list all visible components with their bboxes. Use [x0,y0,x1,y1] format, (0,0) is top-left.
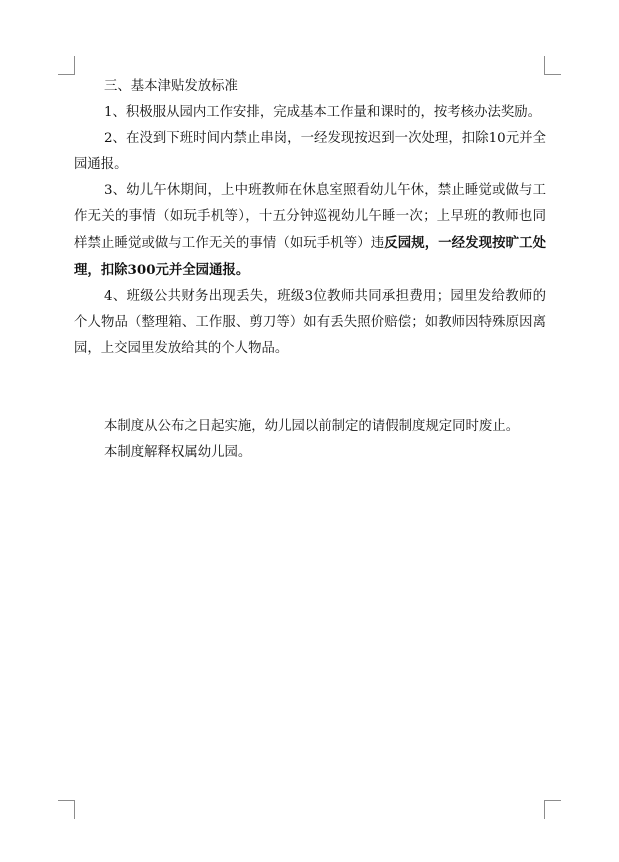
item-3 [74,178,546,284]
document-body [74,74,546,466]
section-heading: 三、基本津贴发放标准 [104,79,238,94]
closing-line-2: 本制度解释权属幼儿园。 [104,445,252,460]
crop-mark-top-left [58,56,75,75]
crop-mark-bottom-right [544,800,561,819]
item-4: 4、班级公共财务出现丢失，班级3位教师共同承担费用；园里发给教师的个人物品（整理箱、工作服、剪刀等）如有丢失照价赔偿；如教师因特殊原因离园，上交园里发放给其的个人物品。 [74,289,546,356]
item-3-bold-text: 反园规，一经发现按旷工处理，扣除300元并全园通报。 [74,235,546,278]
blank-space [74,362,546,414]
crop-mark-top-right [544,56,561,75]
item-3-text: 3、幼儿午休期间，上中班教师在休息室照看幼儿午休，禁止睡觉或做与工作无关的事情（如玩手机等），十五分钟巡视幼儿午睡一次；上早班的教师也同样禁止睡觉或做与工作无关的事情（如玩手机等）违 [74,183,546,251]
closing-line-1: 本制度从公布之日起实施，幼儿园以前制定的请假制度规定同时废止。 [104,419,520,434]
item-2: 2、在没到下班时间内禁止串岗，一经发现按迟到一次处理，扣除10元并全园通报。 [74,131,546,172]
crop-mark-bottom-left [58,800,75,819]
item-1: 1、积极服从园内工作安排，完成基本工作量和课时的，按考核办法奖励。 [104,105,542,120]
